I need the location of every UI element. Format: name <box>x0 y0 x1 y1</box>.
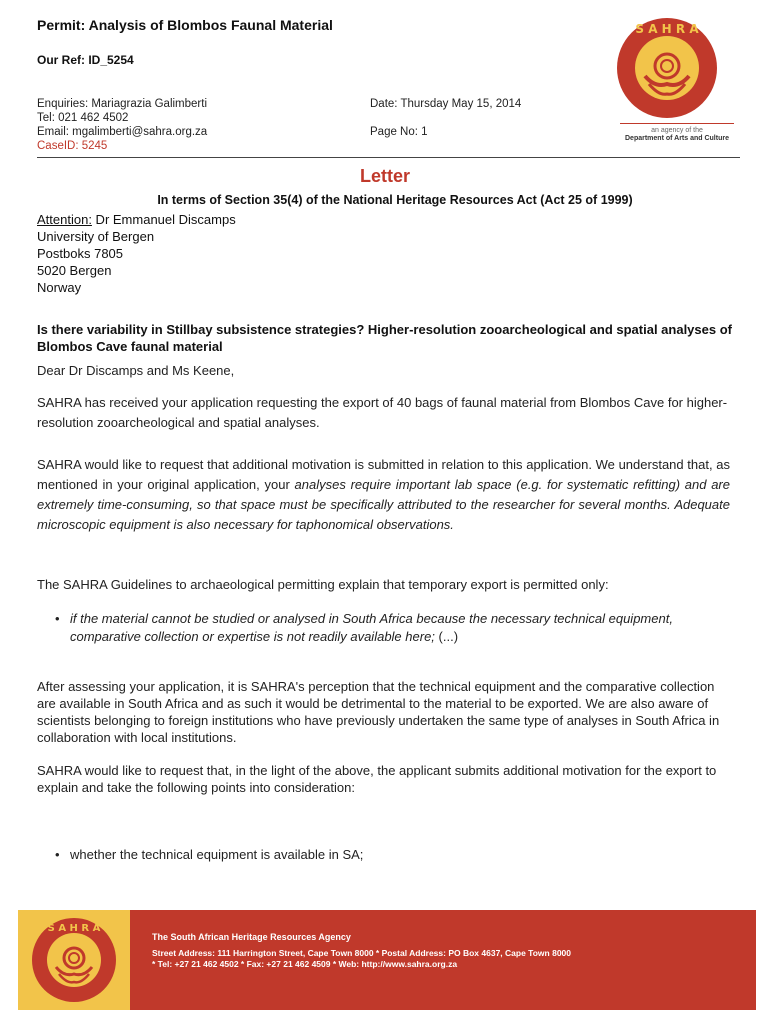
paragraph-4: After assessing your application, it is SAHRA's perception that the technical equipment and the comparative collection are available in South Africa and as such it would be detrimental to the material to be exported. We are also aware of scientists belonging to foreign institutions who have previously undertaken the same type of analyses in South Africa in collaboration with local institutions. <box>37 679 720 745</box>
recipient-address <box>37 211 236 296</box>
letter-title: Letter <box>359 166 410 186</box>
footer-logo-letters: S A H R A <box>47 923 101 934</box>
case-id: CaseID: 5245 <box>37 140 108 152</box>
sahra-logo <box>597 14 737 144</box>
address-line: Postboks 7805 <box>37 246 124 261</box>
address-line: Norway <box>37 280 82 295</box>
footer-sahra-seal-icon <box>18 910 130 1010</box>
footer-org-name: The South African Heritage Resources Agency <box>152 932 351 942</box>
paragraph-2-plain: SAHRA would like to request that additional motivation is submitted in relation to this application. We understand that, as mentioned in your original application, your <box>37 457 730 492</box>
page-number: Page No: 1 <box>370 126 428 138</box>
address-line: 5020 Bergen <box>37 263 112 278</box>
attention-line <box>37 211 236 228</box>
bullet-1-italic: if the material cannot be studied or analysed in South Africa because the necessary technical equipment, comparative collection or expertise is not readily available here; <box>70 611 673 644</box>
paragraph-2 <box>37 455 730 535</box>
paragraph-3: The SAHRA Guidelines to archaeological permitting explain that temporary export is permitted only: <box>37 577 609 592</box>
agency-text <box>620 127 734 143</box>
logo-divider <box>620 123 734 124</box>
agency-of: an agency of the <box>651 127 703 134</box>
our-reference: Our Ref: ID_5254 <box>37 53 134 67</box>
attention-name: Dr Emmanuel Discamps <box>91 212 236 227</box>
paragraph-2-italic: analyses require important lab space (e.g. for systematic refitting) and are extremely time-consuming, so that space must be specifically attributed to the researcher for several months. Adequate microscopic equipment is also necessary for taphonomical observations. <box>37 477 730 532</box>
bullet-item-1 <box>70 610 730 646</box>
act-section-heading: In terms of Section 35(4) of the National Heritage Resources Act (Act 25 of 1999) <box>157 193 633 207</box>
sahra-seal-icon <box>597 14 737 124</box>
letter-date: Date: Thursday May 15, 2014 <box>370 98 522 110</box>
footer-logo-panel <box>18 910 130 1010</box>
permit-title: Permit: Analysis of Blombos Faunal Material <box>37 17 333 33</box>
logo-letters: S A H R A <box>635 22 699 36</box>
letter-subject: Is there variability in Stillbay subsistence strategies? Higher-resolution zooarcheological and spatial analyses of Blombos Cave faunal material <box>37 322 732 354</box>
department-name: Department of Arts and Culture <box>625 135 729 142</box>
bullet-1-plain: (...) <box>434 629 459 644</box>
attention-label: Attention: <box>37 212 92 227</box>
enquiries-block <box>37 97 207 153</box>
bullet-item-2: • whether the technical equipment is available in SA; <box>70 846 730 864</box>
enquiries-contact: Enquiries: Mariagrazia Galimberti <box>37 98 208 110</box>
paragraph-1: SAHRA has received your application requesting the export of 40 bags of faunal material from Blombos Cave for higher-resolution zooarcheological and spatial analyses. <box>37 395 728 430</box>
email: Email: mgalimberti@sahra.org.za <box>37 126 208 138</box>
header-divider <box>37 157 740 158</box>
telephone: Tel: 021 462 4502 <box>37 112 129 124</box>
footer-contact-line: * Tel: +27 21 462 4502 * Fax: +27 21 462 4509 * Web: http://www.sahra.org.za <box>152 959 458 969</box>
footer-address <box>152 948 571 970</box>
footer-address-line: Street Address: 111 Harrington Street, Cape Town 8000 * Postal Address: PO Box 4637, Cape Town 8000 <box>152 948 572 958</box>
paragraph-5: SAHRA would like to request that, in the light of the above, the applicant submits additional motivation for the export to explain and take the following points into consideration: <box>37 763 717 795</box>
address-line: University of Bergen <box>37 229 155 244</box>
salutation: Dear Dr Discamps and Ms Keene, <box>37 363 235 378</box>
